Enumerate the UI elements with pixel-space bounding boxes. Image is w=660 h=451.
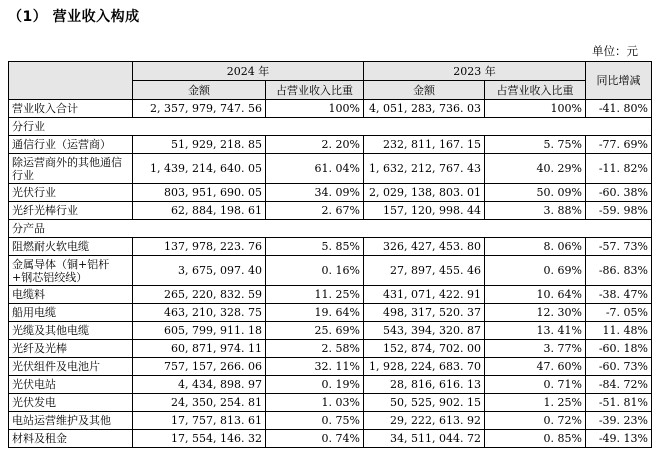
header-yoy: 同比增减 [586, 62, 652, 100]
ratio-2024: 19. 64% [266, 304, 364, 322]
ratio-2024: 0. 74% [266, 430, 364, 448]
table-row [9, 202, 652, 220]
table-row [9, 304, 652, 322]
row-label: 光伏发电 [9, 394, 133, 412]
row-label: 船用电缆 [9, 304, 133, 322]
table-row [9, 412, 652, 430]
row-label: 金属导体（铜+铝杆+钢芯铝绞线） [9, 256, 133, 286]
ratio-2024: 2. 67% [266, 202, 364, 220]
amount-2023: 431, 071, 422. 91 [364, 286, 485, 304]
table-row-total [9, 100, 652, 118]
yoy-change: -84. 72% [586, 376, 652, 394]
header-year-2024: 2024 年 [133, 62, 364, 81]
yoy-change: -49. 13% [586, 430, 652, 448]
ratio-2024: 11. 25% [266, 286, 364, 304]
ratio-2023: 0. 69% [485, 256, 586, 286]
yoy-change: -51. 81% [586, 394, 652, 412]
amount-2023: 232, 811, 167. 15 [364, 136, 485, 154]
table-row [9, 430, 652, 448]
row-label: 光纤光棒行业 [9, 202, 133, 220]
table-row [9, 358, 652, 376]
section-row-industry [9, 118, 652, 136]
ratio-2023: 0. 72% [485, 412, 586, 430]
row-label: 光纤及光棒 [9, 340, 133, 358]
amount-2023: 28, 816, 616. 13 [364, 376, 485, 394]
table-row [9, 340, 652, 358]
ratio-2023: 1. 25% [485, 394, 586, 412]
amount-2024: 803, 951, 690. 05 [133, 184, 266, 202]
amount-2024: 605, 799, 911. 18 [133, 322, 266, 340]
amount-2024: 4, 434, 898. 97 [133, 376, 266, 394]
table-row [9, 136, 652, 154]
amount-2024: 17, 757, 813. 61 [133, 412, 266, 430]
header-ratio-2024: 占营业收入比重 [266, 81, 364, 100]
revenue-composition-table [8, 61, 652, 448]
amount-2024: 137, 978, 223. 76 [133, 238, 266, 256]
yoy-change: 11. 48% [586, 322, 652, 340]
ratio-2024: 2. 58% [266, 340, 364, 358]
amount-2024: 463, 210, 328. 75 [133, 304, 266, 322]
ratio-2023: 8. 06% [485, 238, 586, 256]
ratio-2023: 0. 71% [485, 376, 586, 394]
amount-2024: 24, 350, 254. 81 [133, 394, 266, 412]
amount-2024: 51, 929, 218. 85 [133, 136, 266, 154]
amount-2024: 17, 554, 146. 32 [133, 430, 266, 448]
amount-2023: 2, 029, 138, 803. 01 [364, 184, 485, 202]
ratio-2023: 100% [485, 100, 586, 118]
row-label: 营业收入合计 [9, 100, 133, 118]
section-heading: （1） 营业收入构成 [8, 9, 140, 25]
ratio-2023: 47. 60% [485, 358, 586, 376]
table-row [9, 394, 652, 412]
amount-2023: 29, 222, 613. 92 [364, 412, 485, 430]
ratio-2024: 5. 85% [266, 238, 364, 256]
yoy-change: -60. 38% [586, 184, 652, 202]
table-row [9, 376, 652, 394]
yoy-change: -57. 73% [586, 238, 652, 256]
amount-2023: 27, 897, 455. 46 [364, 256, 485, 286]
ratio-2024: 2. 20% [266, 136, 364, 154]
amount-2023: 543, 394, 320. 87 [364, 322, 485, 340]
ratio-2023: 13. 41% [485, 322, 586, 340]
section-row-product [9, 220, 652, 238]
ratio-2024: 25. 69% [266, 322, 364, 340]
table-row [9, 184, 652, 202]
table-row [9, 256, 652, 286]
amount-2023: 1, 928, 224, 683. 70 [364, 358, 485, 376]
amount-2023: 50, 525, 902. 15 [364, 394, 485, 412]
amount-2024: 60, 871, 974. 11 [133, 340, 266, 358]
amount-2023: 157, 120, 998. 44 [364, 202, 485, 220]
ratio-2024: 1. 03% [266, 394, 364, 412]
yoy-change: -77. 69% [586, 136, 652, 154]
amount-2024: 2, 357, 979, 747. 56 [133, 100, 266, 118]
ratio-2024: 34. 09% [266, 184, 364, 202]
ratio-2024: 61. 04% [266, 154, 364, 184]
ratio-2023: 40. 29% [485, 154, 586, 184]
amount-2024: 62, 884, 198. 61 [133, 202, 266, 220]
amount-2023: 4, 051, 283, 736. 03 [364, 100, 485, 118]
row-label: 除运营商外的其他通信行业 [9, 154, 133, 184]
row-label: 光缆及其他电缆 [9, 322, 133, 340]
ratio-2023: 10. 64% [485, 286, 586, 304]
row-label: 通信行业（运营商） [9, 136, 133, 154]
row-label: 光伏电站 [9, 376, 133, 394]
yoy-change: -38. 47% [586, 286, 652, 304]
unit-label: 单位：元 [592, 44, 638, 58]
table-row [9, 322, 652, 340]
header-amount-2023: 金额 [364, 81, 485, 100]
table-row [9, 154, 652, 184]
table-row [9, 286, 652, 304]
ratio-2024: 0. 16% [266, 256, 364, 286]
ratio-2024: 32. 11% [266, 358, 364, 376]
yoy-change: -39. 23% [586, 412, 652, 430]
yoy-change: -59. 98% [586, 202, 652, 220]
ratio-2023: 5. 75% [485, 136, 586, 154]
yoy-change: -60. 18% [586, 340, 652, 358]
section-label-industry: 分行业 [9, 118, 652, 136]
amount-2023: 1, 632, 212, 767. 43 [364, 154, 485, 184]
amount-2023: 152, 874, 702. 00 [364, 340, 485, 358]
row-label: 材料及租金 [9, 430, 133, 448]
header-blank [9, 62, 133, 100]
ratio-2024: 100% [266, 100, 364, 118]
yoy-change: -86. 83% [586, 256, 652, 286]
ratio-2024: 0. 19% [266, 376, 364, 394]
row-label: 电站运营维护及其他 [9, 412, 133, 430]
ratio-2023: 12. 30% [485, 304, 586, 322]
row-label: 电缆料 [9, 286, 133, 304]
amount-2024: 3, 675, 097. 40 [133, 256, 266, 286]
amount-2023: 326, 427, 453. 80 [364, 238, 485, 256]
ratio-2024: 0. 75% [266, 412, 364, 430]
header-ratio-2023: 占营业收入比重 [485, 81, 586, 100]
table-row [9, 238, 652, 256]
ratio-2023: 3. 77% [485, 340, 586, 358]
ratio-2023: 50. 09% [485, 184, 586, 202]
header-amount-2024: 金额 [133, 81, 266, 100]
ratio-2023: 3. 88% [485, 202, 586, 220]
amount-2023: 498, 317, 520. 37 [364, 304, 485, 322]
header-year-2023: 2023 年 [364, 62, 586, 81]
yoy-change: -60. 73% [586, 358, 652, 376]
ratio-2023: 0. 85% [485, 430, 586, 448]
yoy-change: -11. 82% [586, 154, 652, 184]
row-label: 阻燃耐火软电缆 [9, 238, 133, 256]
amount-2024: 757, 157, 266. 06 [133, 358, 266, 376]
row-label: 光伏组件及电池片 [9, 358, 133, 376]
yoy-change: -41. 80% [586, 100, 652, 118]
amount-2024: 1, 439, 214, 640. 05 [133, 154, 266, 184]
section-label-product: 分产品 [9, 220, 652, 238]
amount-2023: 34, 511, 044. 72 [364, 430, 485, 448]
yoy-change: -7. 05% [586, 304, 652, 322]
row-label: 光伏行业 [9, 184, 133, 202]
amount-2024: 265, 220, 832. 59 [133, 286, 266, 304]
